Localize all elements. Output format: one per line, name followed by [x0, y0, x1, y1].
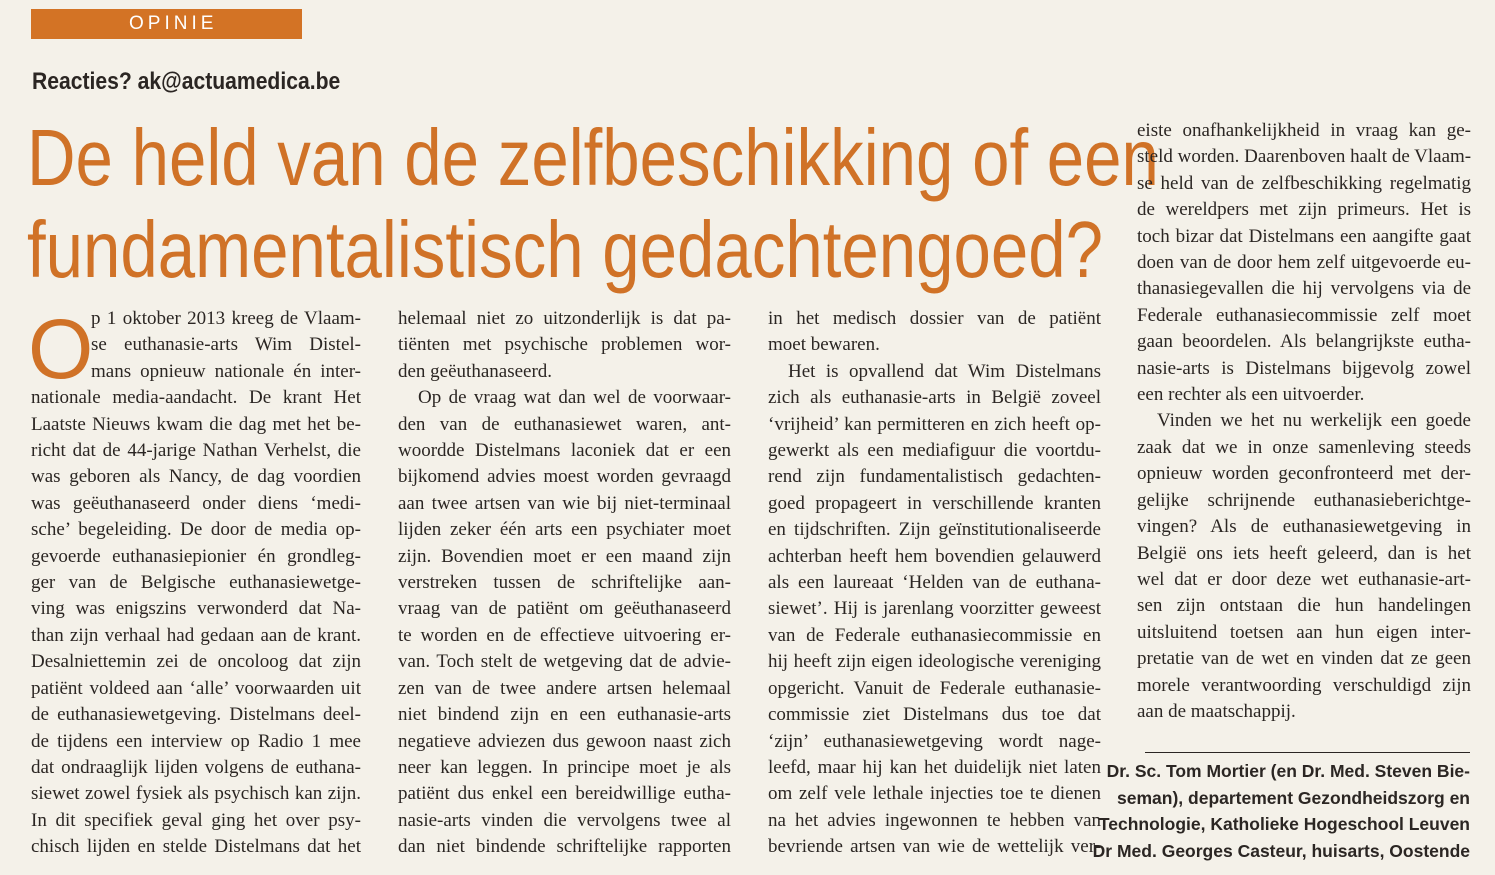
text-line: mans opnieuw nationale én inter-: [91, 360, 361, 382]
paragraph: [31, 306, 361, 861]
text-line: den geëuthanaseerd.: [398, 360, 553, 382]
text-line: niet bindend zijn en een euthanasie-arts: [398, 704, 731, 726]
text-line: leefd, maar hij kan het duidelijk niet laten: [768, 756, 1101, 778]
article-column-3: [768, 306, 1101, 861]
text-line: Laatste Nieuws kwam die dag met het be-: [31, 413, 361, 435]
text-line: sche’ begeleiding. De door de media op-: [31, 519, 361, 541]
text-line: bevriende artsen van wie de wettelijk ver-: [768, 836, 1101, 858]
text-line: ‘vrijheid’ kan permitteren en zich heeft op-: [768, 413, 1101, 435]
text-line: siewet’. Hij is jarenlang voorzitter geweest: [768, 598, 1101, 620]
article-column-4: [1137, 118, 1471, 725]
text-line: nasie-arts is Distelmans bijgevolg zowel: [1137, 357, 1471, 379]
text-line: in het medisch dossier van de patiënt: [768, 308, 1101, 329]
text-line: negatieve adviezen dus gewoon naast zich: [398, 730, 731, 752]
text-line: ger van de Belgische euthanasiewetge-: [31, 572, 361, 594]
text-line: verstreken tussen de schriftelijke aan-: [398, 572, 731, 594]
text-line: aan twee artsen van wie bij niet-terminaal: [398, 492, 731, 514]
byline-line: Technologie, Katholieke Hogeschool Leuven: [1098, 814, 1470, 834]
text-line: In dit specifiek geval ging het over psy-: [31, 809, 361, 831]
text-line: achterban heeft hem bovendien gelauwerd: [768, 545, 1101, 567]
text-line: Het is opvallend dat Wim Distelmans: [788, 360, 1101, 382]
text-line: uitsluitend toetsen aan hun eigen inter-: [1137, 621, 1471, 643]
text-line: ving was enigszins verwonderd dat Na-: [31, 598, 361, 620]
text-line: vingen? Als de euthanasiewetgeving in: [1137, 516, 1471, 538]
headline-line: De held van de zelfbeschikking of een: [27, 113, 1159, 202]
text-line: dan niet bindende schriftelijke rapporten: [398, 836, 731, 858]
text-line: van. Toch stelt de wetgeving dat de advie-: [398, 651, 731, 673]
text-line: en tijdschriften. Zijn geïnstitutionaliseerde: [768, 519, 1101, 541]
text-line: om zelf vele lethale injecties toe te dienen: [768, 783, 1101, 805]
text-line: zen van de twee andere artsen helemaal: [398, 677, 731, 699]
text-line: se euthanasie-arts Wim Distel-: [91, 334, 361, 356]
text-line: chisch lijden en stelde Distelmans dat het: [31, 836, 361, 858]
text-line: als een laureaat ‘Helden van de euthana-: [768, 572, 1101, 594]
text-line: goed propageert in verschillende kranten: [768, 492, 1101, 514]
paragraph: [1137, 408, 1471, 725]
text-line: nationale media-aandacht. De krant Het: [31, 387, 361, 409]
text-line: lijden zeker één arts een psychiater moet: [398, 519, 731, 541]
text-line: de tijdens een interview op Radio 1 mee: [31, 730, 361, 752]
text-line: helemaal niet zo uitzonderlijk is dat pa-: [398, 308, 731, 329]
text-line: thanasiegevallen die hij vervolgens via de: [1137, 278, 1471, 300]
author-byline: [1090, 758, 1470, 864]
text-line: was geëuthanaseerd onder diens ‘medi-: [31, 492, 361, 514]
paragraph: [398, 306, 731, 385]
text-line: van de Federale euthanasiecommissie en: [768, 624, 1101, 646]
text-line: was geboren als Nancy, de dag voordien: [31, 466, 361, 488]
text-line: eiste onafhankelijkheid in vraag kan ge-: [1137, 120, 1471, 141]
text-line: neer kan leggen. In principe moet je als: [398, 756, 731, 778]
text-line: Desalniettemin zei de oncoloog dat zijn: [31, 651, 361, 673]
article-column-2: [398, 306, 731, 861]
paragraph: [768, 359, 1101, 861]
text-line: Op de vraag wat dan wel de voorwaar-: [418, 387, 731, 409]
text-line: steld worden. Daarenboven haalt de Vlaam-: [1137, 146, 1472, 168]
text-line: zich als euthanasie-arts in België zoveel: [768, 387, 1101, 409]
text-line: gaan beoordelen. Als belangrijkste eutha-: [1137, 331, 1471, 353]
text-line: na het advies ingewonnen te hebben van: [768, 809, 1101, 831]
text-line: doen van de door hem zelf uitgevoerde eu-: [1137, 252, 1471, 274]
text-line: België ons iets heeft geleerd, dan is het: [1137, 542, 1471, 564]
text-line: toch bizar dat Distelmans een aangifte gaat: [1137, 225, 1471, 247]
article-column-1: [31, 306, 361, 861]
byline-line: Dr. Sc. Tom Mortier (en Dr. Med. Steven Bie-: [1106, 761, 1470, 781]
text-line: p 1 oktober 2013 kreeg de Vlaam-: [91, 308, 361, 329]
text-line: commissie ziet Distelmans dus toe dat: [768, 704, 1101, 726]
text-line: se held van de zelfbeschikking regelmatig: [1137, 172, 1471, 194]
contact-email[interactable]: Reacties? ak@actuamedica.be: [32, 68, 341, 95]
text-line: zaak dat we in onze samenleving steeds: [1137, 436, 1471, 458]
article-headline: [27, 112, 1159, 296]
text-line: vraag van de patiënt om geëuthanaseerd: [398, 598, 731, 620]
text-line: than zijn verhaal had gedaan aan de krant.: [31, 624, 361, 646]
text-line: dat ondraaglijk lijden volgens de euthana-: [31, 756, 361, 778]
drop-cap: O: [28, 302, 94, 396]
text-line: rend zijn fundamentalistisch gedachten-: [768, 466, 1101, 488]
text-line: gevoerde euthanasiepionier én grondleg-: [31, 545, 361, 567]
text-line: bijkomend advies moest worden gevraagd: [398, 466, 731, 488]
paragraph: [768, 306, 1101, 359]
text-line: hij heeft zijn eigen ideologische vereniging: [768, 651, 1101, 673]
text-line: opgericht. Vanuit de Federale euthanasie-: [768, 677, 1101, 699]
text-line: aan de maatschappij.: [1137, 700, 1296, 722]
text-line: den van de euthanasiewet waren, ant-: [398, 413, 731, 435]
text-line: Federale euthanasiecommissie zelf moet: [1137, 304, 1471, 326]
byline-line: Dr Med. Georges Casteur, huisarts, Oostende: [1092, 840, 1470, 861]
text-line: te worden en de effectieve uitvoering er-: [398, 624, 731, 646]
text-line: wel dat er door deze wet euthanasie-art-: [1137, 568, 1471, 590]
text-line: een rechter als een uitvoerder.: [1137, 384, 1365, 406]
text-line: tiënten met psychische problemen wor-: [398, 334, 731, 356]
text-line: patiënt dus enkel een bereidwillige eutha-: [398, 783, 731, 805]
text-line: de wereldpers met zijn primeurs. Het is: [1137, 199, 1471, 221]
byline-line: seman), departement Gezondheidszorg en: [1117, 787, 1470, 808]
byline-divider: [1145, 752, 1470, 753]
text-line: woordde Distelmans laconiek dat er een: [398, 440, 731, 462]
text-line: de euthanasiewetgeving. Distelmans deel-: [31, 704, 361, 726]
text-line: zijn. Bovendien moet er een maand zijn: [398, 545, 731, 567]
text-line: patiënt voldeed aan ‘alle’ voorwaarden uit: [31, 677, 361, 699]
text-line: nasie-arts vinden die vervolgens twee al: [398, 809, 731, 831]
text-line: siewet zowel fysiek als psychisch kan zijn.: [31, 783, 361, 805]
paragraph: [1137, 118, 1471, 408]
text-line: Vinden we het nu werkelijk een goede: [1157, 410, 1471, 432]
text-line: gewerkt als een mediafiguur die voortdu-: [768, 440, 1101, 462]
text-line: richt dat de 44-jarige Nathan Verhelst, die: [31, 440, 361, 462]
text-line: morele verantwoording verschuldigd zijn: [1137, 674, 1471, 696]
section-label: OPINIE: [31, 9, 302, 39]
text-line: moet bewaren.: [768, 334, 880, 356]
text-line: sen zijn ontstaan die hun handelingen: [1137, 595, 1471, 617]
text-line: opnieuw worden geconfronteerd met der-: [1137, 463, 1471, 485]
text-line: ‘zijn’ euthanasiewetgeving wordt nage-: [768, 730, 1101, 752]
text-line: pretatie van de wet en vinden dat ze geen: [1137, 648, 1471, 670]
paragraph: [398, 385, 731, 860]
text-line: gelijke schrijnende euthanasieberichtge-: [1137, 489, 1471, 511]
headline-line: fundamentalistisch gedachtengoed?: [27, 205, 1103, 294]
